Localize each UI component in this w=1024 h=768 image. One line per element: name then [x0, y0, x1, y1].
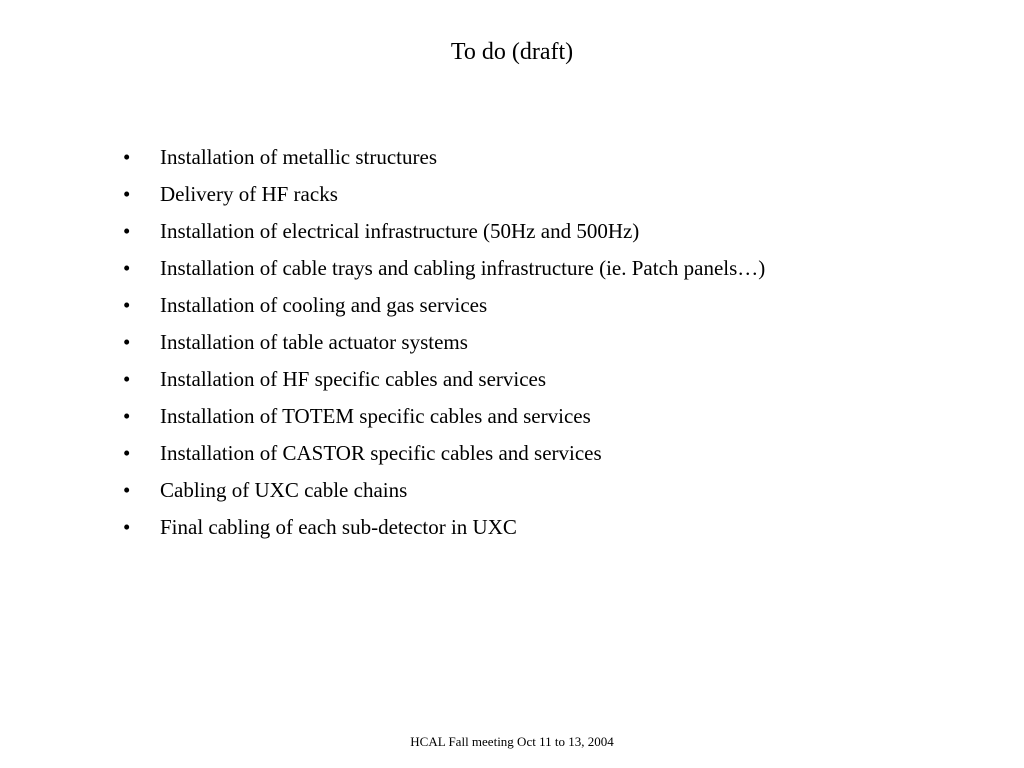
bullet-text: Installation of metallic structures: [160, 145, 437, 169]
bullet-item: [120, 327, 820, 358]
bullet-text: Installation of HF specific cables and services: [160, 367, 547, 391]
bullet-item: [120, 438, 820, 469]
bullet-item: [120, 401, 820, 432]
bullet-icon: •: [123, 515, 131, 539]
bullet-text: Installation of CASTOR specific cables and services: [160, 441, 602, 465]
bullet-text: Installation of cable trays and cabling infrastructure (ie. Patch panels…): [160, 256, 766, 280]
bullet-icon: •: [123, 367, 131, 391]
bullet-item: [120, 290, 820, 321]
bullet-text: Final cabling of each sub-detector in UXC: [160, 515, 517, 539]
bullet-icon: •: [123, 145, 131, 169]
bullet-item: [120, 179, 820, 210]
bullet-item: [120, 216, 820, 247]
bullet-text: Installation of cooling and gas services: [160, 293, 488, 317]
bullet-icon: •: [123, 182, 131, 206]
bullet-item: [120, 512, 820, 543]
bullet-text: Delivery of HF racks: [160, 182, 338, 206]
bullet-icon: •: [123, 293, 131, 317]
slide-title: To do (draft): [450, 39, 574, 65]
bullet-item: [120, 475, 820, 506]
bullet-icon: •: [123, 478, 131, 502]
bullet-icon: •: [123, 404, 131, 428]
bullet-text: Cabling of UXC cable chains: [160, 478, 408, 502]
bullet-icon: •: [123, 330, 131, 354]
bullet-item: [120, 142, 820, 173]
bullet-text: Installation of TOTEM specific cables and services: [160, 404, 591, 428]
bullet-icon: •: [123, 441, 131, 465]
bullet-icon: •: [123, 256, 131, 280]
slide-footer: HCAL Fall meeting Oct 11 to 13, 2004: [410, 734, 614, 749]
bullet-item: [120, 253, 820, 284]
bullet-item: [120, 364, 820, 395]
bullet-list: [120, 142, 820, 549]
bullet-text: Installation of table actuator systems: [160, 330, 468, 354]
bullet-text: Installation of electrical infrastructure (50Hz and 500Hz): [160, 219, 640, 243]
bullet-icon: •: [123, 219, 131, 243]
